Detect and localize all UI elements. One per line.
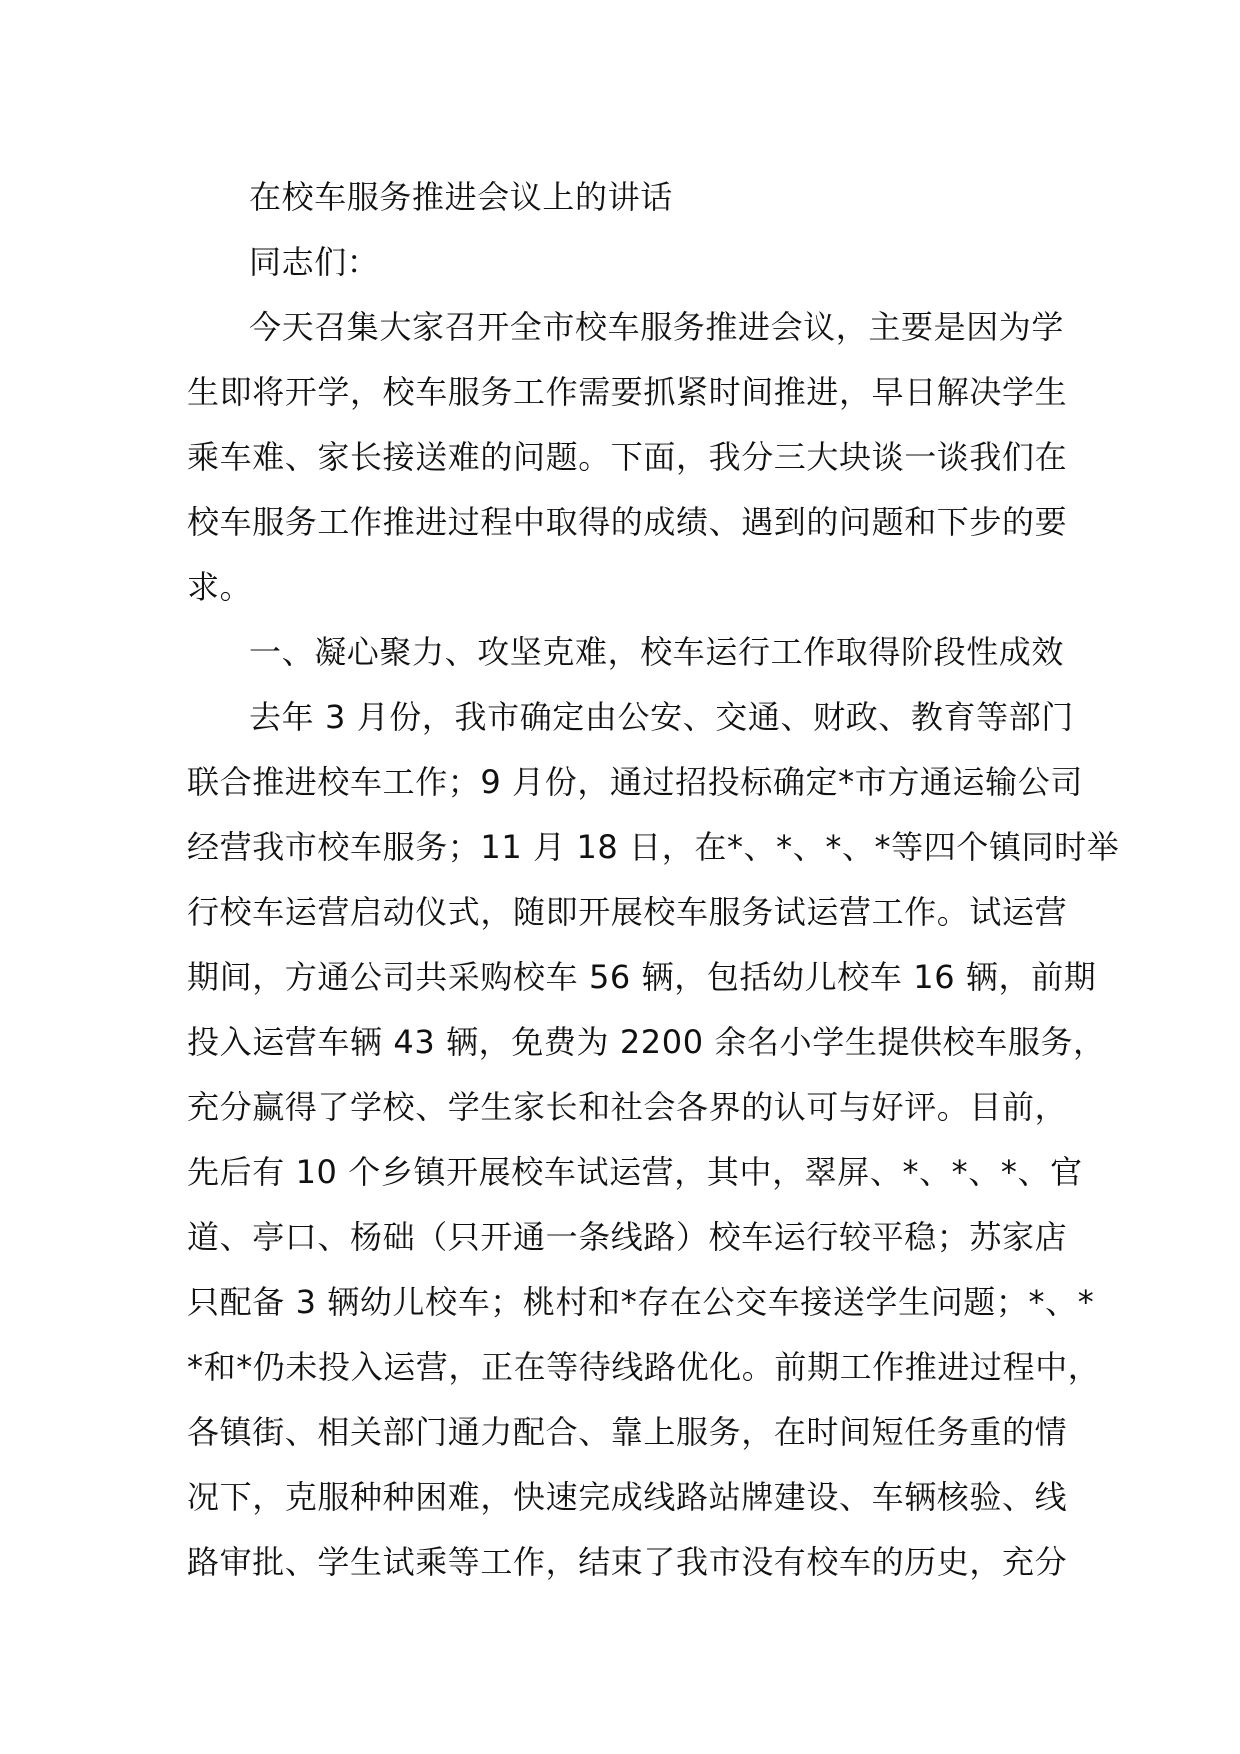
body-line: 路审批、学生试乘等工作，结束了我市没有校车的历史，充分 <box>187 1543 1068 1581</box>
body-line: 只配备 3 辆幼儿校车；桃村和*存在公交车接送学生问题；*、* <box>187 1283 1095 1321</box>
document-title: 在校车服务推进会议上的讲话 <box>249 178 673 216</box>
salutation: 同志们： <box>249 243 380 281</box>
body-line: *和*仍未投入运营，正在等待线路优化。前期工作推进过程中， <box>187 1348 1101 1386</box>
body-line: 投入运营车辆 43 辆，免费为 2200 余名小学生提供校车服务， <box>187 1023 1106 1061</box>
intro-line: 校车服务工作推进过程中取得的成绩、遇到的问题和下步的要 <box>187 503 1068 541</box>
body-line: 经营我市校车服务；11 月 18 日，在*、*、*、*等四个镇同时举 <box>187 828 1120 866</box>
body-line: 期间，方通公司共采购校车 56 辆，包括幼儿校车 16 辆，前期 <box>187 958 1097 996</box>
body-line: 联合推进校车工作；9 月份，通过招投标确定*市方通运输公司 <box>187 763 1083 801</box>
body-line: 各镇街、相关部门通力配合、靠上服务，在时间短任务重的情 <box>187 1413 1068 1451</box>
speech-text <box>187 165 1120 1595</box>
intro-line: 生即将开学，校车服务工作需要抓紧时间推进，早日解决学生 <box>187 373 1068 411</box>
body-line: 先后有 10 个乡镇开展校车试运营，其中，翠屏、*、*、*、官 <box>187 1153 1083 1191</box>
intro-line: 求。 <box>187 568 253 606</box>
body-line: 充分赢得了学校、学生家长和社会各界的认可与好评。目前， <box>187 1088 1068 1126</box>
body-line: 行校车运营启动仪式，随即开展校车服务试运营工作。试运营 <box>187 893 1068 931</box>
body-line: 道、亭口、杨础（只开通一条线路）校车运行较平稳；苏家店 <box>187 1218 1068 1256</box>
intro-line: 乘车难、家长接送难的问题。下面，我分三大块谈一谈我们在 <box>187 438 1068 476</box>
section-heading: 一、凝心聚力、攻坚克难，校车运行工作取得阶段性成效 <box>249 633 1065 671</box>
intro-line: 今天召集大家召开全市校车服务推进会议，主要是因为学 <box>249 308 1065 346</box>
body-line: 况下，克服种种困难，快速完成线路站牌建设、车辆核验、线 <box>187 1478 1068 1516</box>
body-line: 去年 3 月份，我市确定由公安、交通、财政、教育等部门 <box>249 698 1074 736</box>
